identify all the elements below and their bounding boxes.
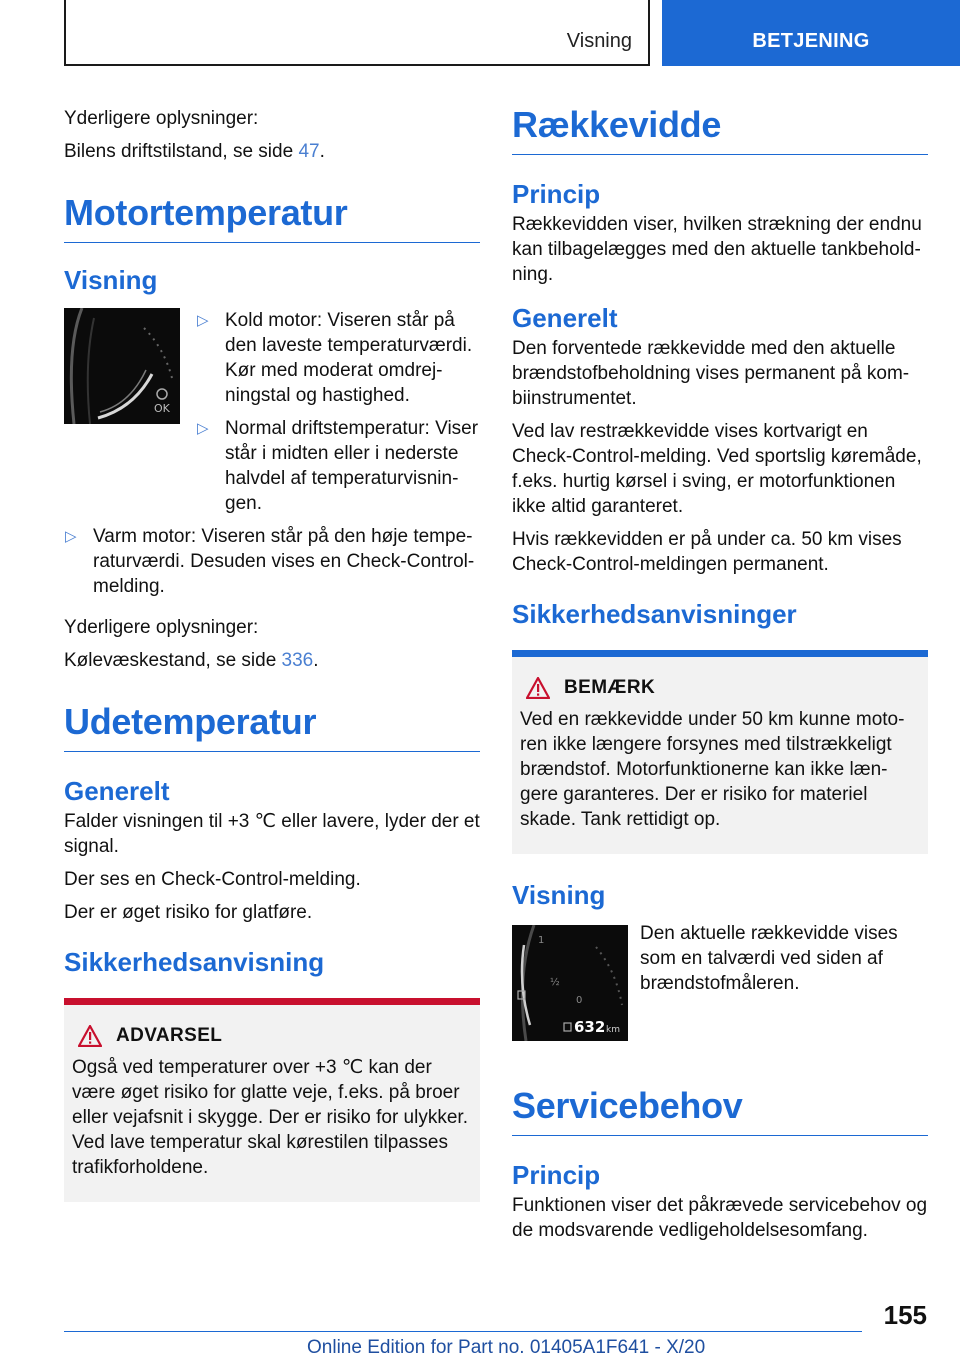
- chapter-motortemperatur: Motortemperatur: [64, 192, 480, 243]
- motor-info-text: Kølevæskestand, se side: [64, 650, 282, 671]
- range-figure-text: [640, 925, 928, 1041]
- triangle-bullet-icon: ▷: [197, 312, 209, 329]
- gauge-ok-label: OK: [154, 402, 170, 415]
- footer-divider: [64, 1331, 862, 1332]
- section-generelt-ude: Generelt: [64, 776, 170, 806]
- range-figure-row: [512, 925, 928, 1041]
- service-text: Funktionen viser det påkrævede servicebehov og de modsvarende vedligeholdelsesomfang.: [512, 1195, 928, 1241]
- section-visning-motor: Visning: [64, 265, 158, 295]
- warning-header: [72, 1025, 468, 1047]
- header-chapter-label: BETJENING: [752, 30, 870, 52]
- notice-heading: BEMÆRK: [564, 677, 656, 698]
- info-reference: [64, 139, 480, 164]
- visning-text: Den aktuelle rækkevidde vises som en talværdi ved siden af brændstofmåleren.: [640, 923, 898, 994]
- notice-box: [512, 650, 928, 854]
- generelt-paragraph-1: Den forventede rækkevidde med den aktuelle brændstofbeholdning vises permanent på kom-biinstrumentet.: [512, 338, 910, 409]
- section-princip: Princip: [512, 179, 601, 209]
- list-item: [196, 416, 480, 516]
- triangle-bullet-icon: ▷: [65, 528, 77, 545]
- chapter-servicebehov: Servicebehov: [512, 1085, 928, 1136]
- page-number: 155: [883, 1300, 927, 1330]
- temperature-gauge-graphic: [64, 308, 180, 424]
- motor-bullets-right: [196, 308, 480, 524]
- left-column: [64, 100, 480, 1202]
- warning-box: [64, 998, 480, 1202]
- section-generelt: Generelt: [512, 303, 618, 333]
- footer-edition-text: Online Edition for Part no. 01405A1F641 - X/20: [307, 1337, 706, 1358]
- princip-text: Rækkevidden viser, hvilken strækning der endnu kan tilbagelægges med den aktuelle tankbehold-ning.: [512, 214, 922, 285]
- notice-text: Ved en rækkevidde under 50 km kunne moto-ren ikke længere forsynes med tilstrækkeligt brændstof. Motorfunktionerne kan ikke læn-gere garanteres. Der er risiko for materiel skade. Tank rettidigt op.: [520, 709, 905, 830]
- header-chapter-tab[interactable]: [662, 0, 960, 66]
- page-link-336[interactable]: 336: [281, 650, 314, 671]
- warning-triangle-icon: [526, 677, 550, 699]
- motor-figure-row: [64, 308, 480, 524]
- warning-triangle-icon: [78, 1025, 102, 1047]
- range-value: 632: [574, 1018, 606, 1036]
- bullet-text-normal: Normal driftstemperatur: Viser står i midten eller i nederste halvdel af temperaturvisnin-gen.: [225, 418, 479, 514]
- chapter-raekkevidde: Rækkevidde: [512, 104, 928, 155]
- range-tick-mid: ½: [550, 977, 560, 988]
- info-reference-suffix: .: [319, 141, 325, 162]
- section-sikkerhedsanvisninger: Sikkerhedsanvisninger: [512, 599, 797, 629]
- triangle-bullet-icon: ▷: [197, 420, 209, 437]
- ude-paragraph-1: Falder visningen til +3 ℃ eller lavere, lyder der et signal.: [64, 811, 480, 857]
- info-label: Yderligere oplysninger:: [64, 108, 259, 129]
- motor-info-label: Yderligere oplysninger:: [64, 617, 259, 638]
- generelt-paragraph-3: Hvis rækkevidden er på under ca. 50 km vises Check-Control-meldingen permanent.: [512, 529, 902, 575]
- header-box: [64, 0, 650, 66]
- list-item: [64, 524, 480, 599]
- motor-info-reference: [64, 648, 480, 673]
- list-item: [196, 308, 480, 408]
- ude-paragraph-2: Der ses en Check-Control-melding.: [64, 869, 361, 890]
- section-visning-raekkevidde: Visning: [512, 880, 606, 910]
- bullet-text-varm: Varm motor: Viseren står på den høje tempe-raturværdi. Desuden vises en Check-Control-melding.: [93, 526, 475, 597]
- section-princip-service: Princip: [512, 1160, 601, 1190]
- right-column: [512, 100, 928, 1251]
- chapter-udetemperatur: Udetemperatur: [64, 701, 480, 752]
- warning-text: Også ved temperaturer over +3 ℃ kan der være øget risiko for glatte veje, f.eks. på broer eller vejafsnit i skygge. Der er risiko for ulykker. Ved lave temperatur skal kørestilen tilpasses trafikforholdene.: [72, 1057, 468, 1178]
- info-reference-text: Bilens driftstilstand, se side: [64, 141, 299, 162]
- section-sikkerhedsanvisning: Sikkerhedsanvisning: [64, 947, 325, 977]
- warning-heading: ADVARSEL: [116, 1025, 223, 1046]
- temperature-gauge-image: [64, 308, 180, 424]
- range-gauge-image: [512, 925, 628, 1041]
- notice-header: [520, 677, 916, 699]
- generelt-paragraph-2: Ved lav restrækkevidde vises kortvarigt en Check-Control-melding. Ved sportslig køremåde, f.eks. hurtig kørsel i sving, er motorfunktionen ikke altid garanteret.: [512, 421, 922, 517]
- ude-paragraph-3: Der er øget risiko for glatføre.: [64, 902, 313, 923]
- range-gauge-graphic: [512, 925, 628, 1041]
- bullet-text-kold: Kold motor: Viseren står på den laveste temperaturværdi. Kør med moderat omdrej-ningstal og hastighed.: [225, 310, 473, 406]
- range-unit: km: [606, 1025, 620, 1035]
- range-tick-top: 1: [538, 935, 545, 946]
- range-tick-zero: 0: [576, 995, 583, 1006]
- motor-info-suffix: .: [313, 650, 319, 671]
- page-link-47[interactable]: 47: [298, 141, 320, 162]
- header-section-title: Visning: [566, 30, 632, 52]
